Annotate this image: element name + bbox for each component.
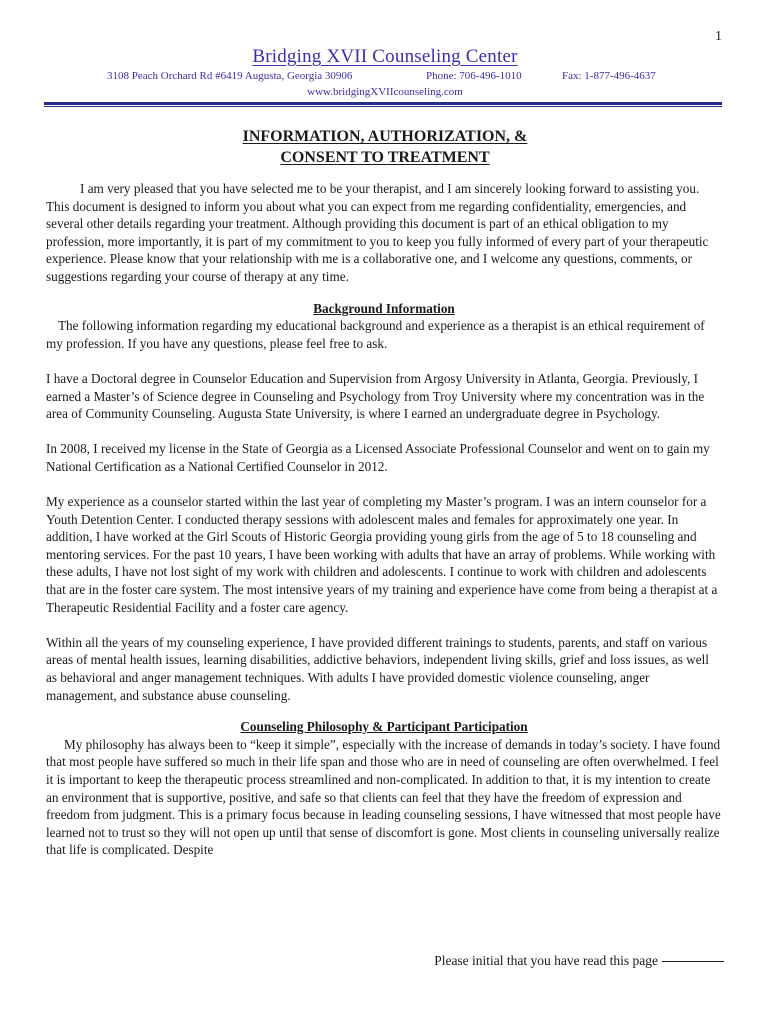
- background-heading: Background Information: [313, 300, 455, 316]
- background-paragraph-5: Within all the years of my counseling experience, I have provided different trainings to students, parents, and staff on various areas of mental health issues, learning disabilities, addictive behaviors, independent living skills, grief and loss issues, as well as behavioral and anger management techniques. With adults I have provided domestic violence counseling, anger management, and substance abuse counseling.: [46, 634, 709, 703]
- background-paragraph-2: I have a Doctoral degree in Counselor Education and Supervision from Argosy University in Atlanta, Georgia. Previously, I earned a Master’s of Science degree in Counseling and Psychology from Troy University where my concentration was in the area of Community Counseling. Augusta State University, is where I earned an undergraduate degree in Psychology.: [46, 370, 705, 422]
- page-number: 1: [715, 29, 722, 44]
- center-fax: Fax: 1-877-496-4637: [562, 70, 656, 82]
- center-address: 3108 Peach Orchard Rd #6419 Augusta, Georgia 30906: [107, 70, 353, 82]
- letterhead: [0, 46, 770, 68]
- background-paragraph-1: The following information regarding my educational background and experience as a therapist is an ethical requirement of my profession. If you have any questions, please feel free to ask.: [46, 318, 705, 351]
- title-line-2: CONSENT TO TREATMENT: [280, 149, 490, 166]
- intro-paragraph: I am very pleased that you have selected me to be your therapist, and I am sincerely looking forward to assisting you. This document is designed to inform you about what you can expect from me regarding confidentiality, emergencies, and several other details regarding your treatment. Although providing this document is part of an ethical obligation to my profession, more importantly, it is part of my commitment to you to keep you fully informed of every part of your therapeutic experience. Please know that your relationship with me is a collaborative one, and I welcome any questions, comments, or suggestions regarding your course of therapy at any time.: [46, 181, 709, 284]
- background-paragraph-3: In 2008, I received my license in the State of Georgia as a Licensed Associate Professional Counselor and went on to gain my National Certification as a National Certified Counselor in 2012.: [46, 441, 710, 474]
- initial-line: [434, 953, 724, 969]
- header-divider-thin: [44, 106, 722, 107]
- initial-prompt: Please initial that you have read this page: [434, 953, 658, 968]
- title-line-1: INFORMATION, AUTHORIZATION, &: [242, 128, 528, 145]
- background-paragraph-4: My experience as a counselor started within the last year of completing my Master’s program. I was an intern counselor for a Youth Detention Center. I conducted therapy sessions with adolescent males and females for approximately one year. In addition, I have worked at the Girl Scouts of Historic Georgia providing young girls from the age of 5 to 18 counseling and mentoring services. For the past 10 years, I have been working with adults that have an array of problems. While working with these adults, I have not lost sight of my work with children and adolescents. I continue to work with children and adolescents that are in the foster care system. The most intensive years of my training and experience have come from being a therapist at a Therapeutic Residential Facility and a foster care agency.: [46, 494, 718, 615]
- header-divider-thick: [44, 102, 722, 105]
- initial-blank[interactable]: [662, 961, 724, 962]
- center-phone: Phone: 706-496-1010: [426, 70, 522, 82]
- document-body: [46, 180, 722, 859]
- philosophy-paragraph-1: My philosophy has always been to “keep it simple”, especially with the increase of demands in today’s society. I have found that most people have suffered so much in their life span and those who are in need of counseling are often overwhelmed. I feel it is important to keep the therapeutic process streamlined and non-complicated. In addition to that, it is my intention to create an environment that is supportive, positive, and safe so that clients can feel that they have the freedom of expression and freedom from judgment. This is a primary focus because in leading counseling sessions, I have witnessed that most people have learned not to trust so they will not open up until that sense of discomfort is gone. Most clients in counseling universally realize that life is complicated. Despite: [46, 736, 721, 858]
- document-title: [0, 126, 770, 168]
- center-name: Bridging XVII Counseling Center: [252, 46, 518, 67]
- philosophy-heading: Counseling Philosophy & Participant Participation: [240, 719, 528, 735]
- center-website: www.bridgingXVIIcounseling.com: [307, 86, 463, 98]
